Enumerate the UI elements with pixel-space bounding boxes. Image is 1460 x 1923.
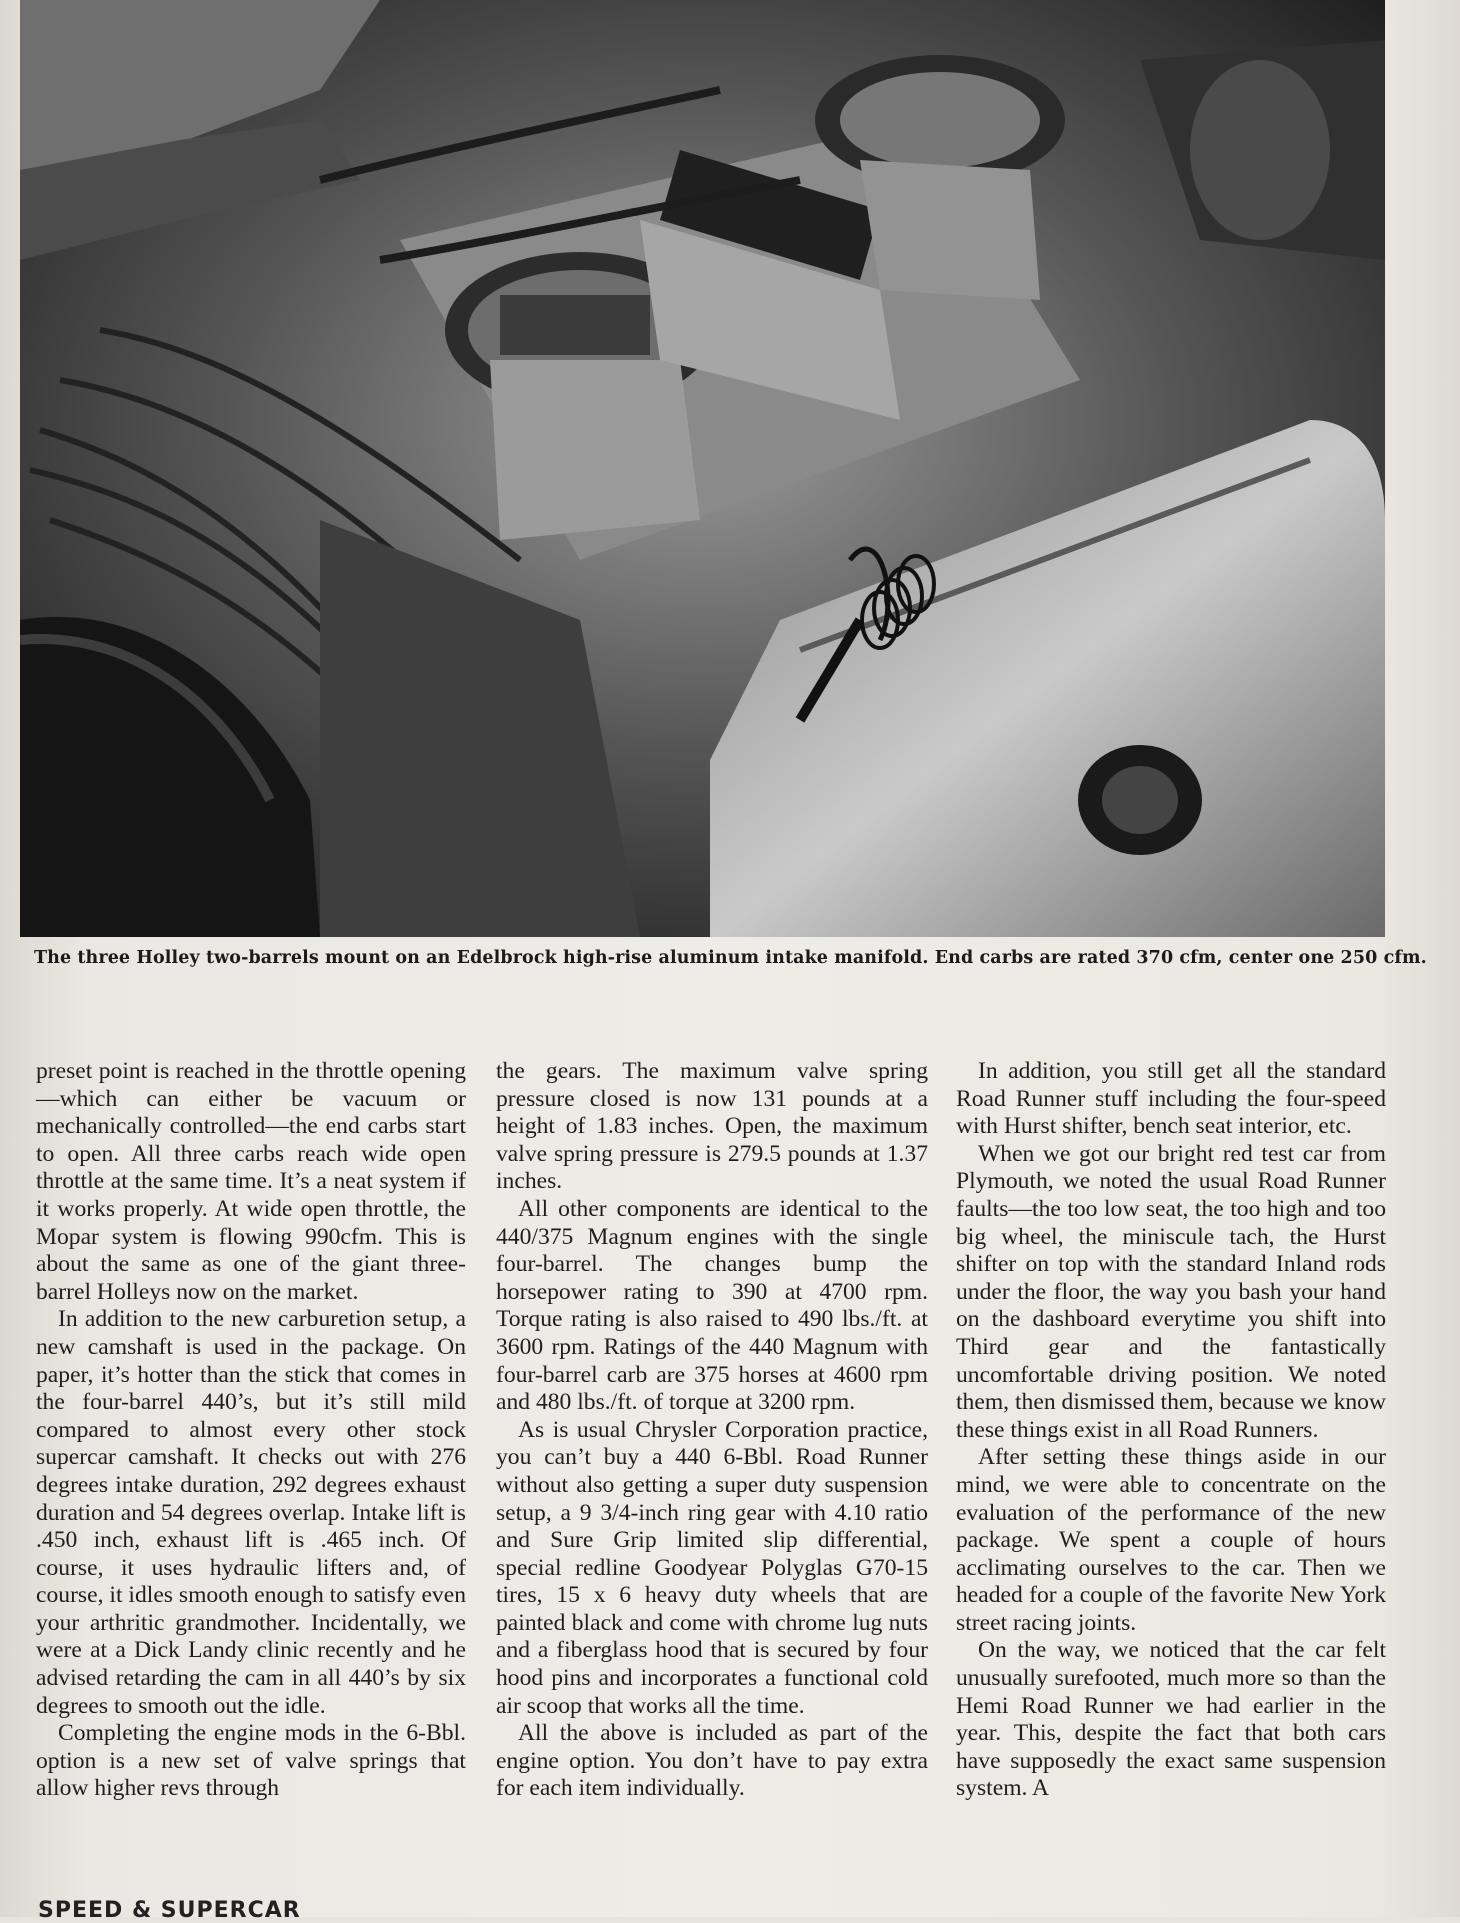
paragraph: In addition to the new carburetion setup, a new camshaft is used in the package. On paper, it’s hotter than the stick that comes in the four-barrel 440’s, but it’s still mild compared to almost every other stock supercar camshaft. It checks out with 276 degrees intake duration, 292 degrees exhaust duration and 54 degrees overlap. Intake lift is .450 inch, exhaust lift is .465 inch. Of course, it uses hydraulic lifters and, of course, it idles smooth enough to satisfy even your arthritic grandmother. Incidentally, we were at a Dick Landy clinic recently and he advised retarding the cam in all 440’s by six degrees to smooth out the idle.	[36, 1306, 466, 1719]
paragraph: After setting these things aside in our mind, we were able to concentrate on the evaluation of the performance of the new package. We spent a couple of hours acclimating ourselves to the car. Then we headed for a couple of the favorite New York street racing joints.	[956, 1444, 1386, 1636]
paragraph: When we got our bright red test car from Plymouth, we noted the usual Road Runner faults—the too low seat, the too high and too big wheel, the miniscule tach, the Hurst shifter on top with the standard Inland rods under the floor, the way you bash your hand on the dashboard everytime you shift into Third gear and the fantastically uncomfortable driving position. We noted them, then dismissed them, because we know these things exist in all Road Runners.	[956, 1140, 1386, 1443]
engine-bay-photo	[20, 0, 1385, 937]
photo-caption: The three Holley two-barrels mount on an Edelbrock high-rise aluminum intake manifold. End carbs are rated 370 cfm, center one 250 cfm.	[34, 948, 1427, 968]
paragraph: Completing the engine mods in the 6-Bbl. option is a new set of valve springs that allow higher revs through	[36, 1720, 466, 1802]
paragraph: As is usual Chrysler Corporation practice, you can’t buy a 440 6-Bbl. Road Runner without also getting a super duty suspension setup, a 9 3/4-inch ring gear with 4.10 ratio and Sure Grip limited slip differential, special redline Goodyear Polyglas G70-15 tires, 15 x 6 heavy duty wheels that are painted black and come with chrome lug nuts and a fiberglass hood that is secured by four hood pins and incorporates a functional cold air scoop that works all the time.	[496, 1416, 928, 1719]
paragraph: In addition, you still get all the standard Road Runner stuff including the four-speed with Hurst shifter, bench seat interior, etc.	[956, 1058, 1386, 1140]
page-footer: SPEED & SUPERCAR	[38, 1898, 301, 1923]
column-2	[496, 1058, 928, 1803]
paragraph: the gears. The maximum valve spring pressure closed is now 131 pounds at a height of 1.83 inches. Open, the maximum valve spring pressure is 279.5 pounds at 1.37 inches.	[496, 1058, 928, 1195]
paragraph: On the way, we noticed that the car felt unusually surefooted, much more so than the Hemi Road Runner we had earlier in the year. This, despite the fact that both cars have supposedly the exact same suspension system. A	[956, 1637, 1386, 1802]
column-3	[956, 1058, 1386, 1803]
engine-bay-illustration	[20, 0, 1385, 937]
paragraph: preset point is reached in the throttle opening—which can either be vacuum or mechanically controlled—the end carbs start to open. All three carbs reach wide open throttle at the same time. It’s a neat system if it works properly. At wide open throttle, the Mopar system is flowing 990cfm. This is about the same as one of the giant three-barrel Holleys now on the market.	[36, 1058, 466, 1305]
column-1	[36, 1058, 466, 1803]
paragraph: All other components are identical to the 440/375 Magnum engines with the single four-barrel. The changes bump the horsepower rating to 390 at 4700 rpm. Torque rating is also raised to 490 lbs./ft. at 3600 rpm. Ratings of the 440 Magnum with four-barrel carb are 375 horses at 4600 rpm and 480 lbs./ft. of torque at 3200 rpm.	[496, 1195, 928, 1416]
paragraph: All the above is included as part of the engine option. You don’t have to pay extra for each item individually.	[496, 1720, 928, 1802]
